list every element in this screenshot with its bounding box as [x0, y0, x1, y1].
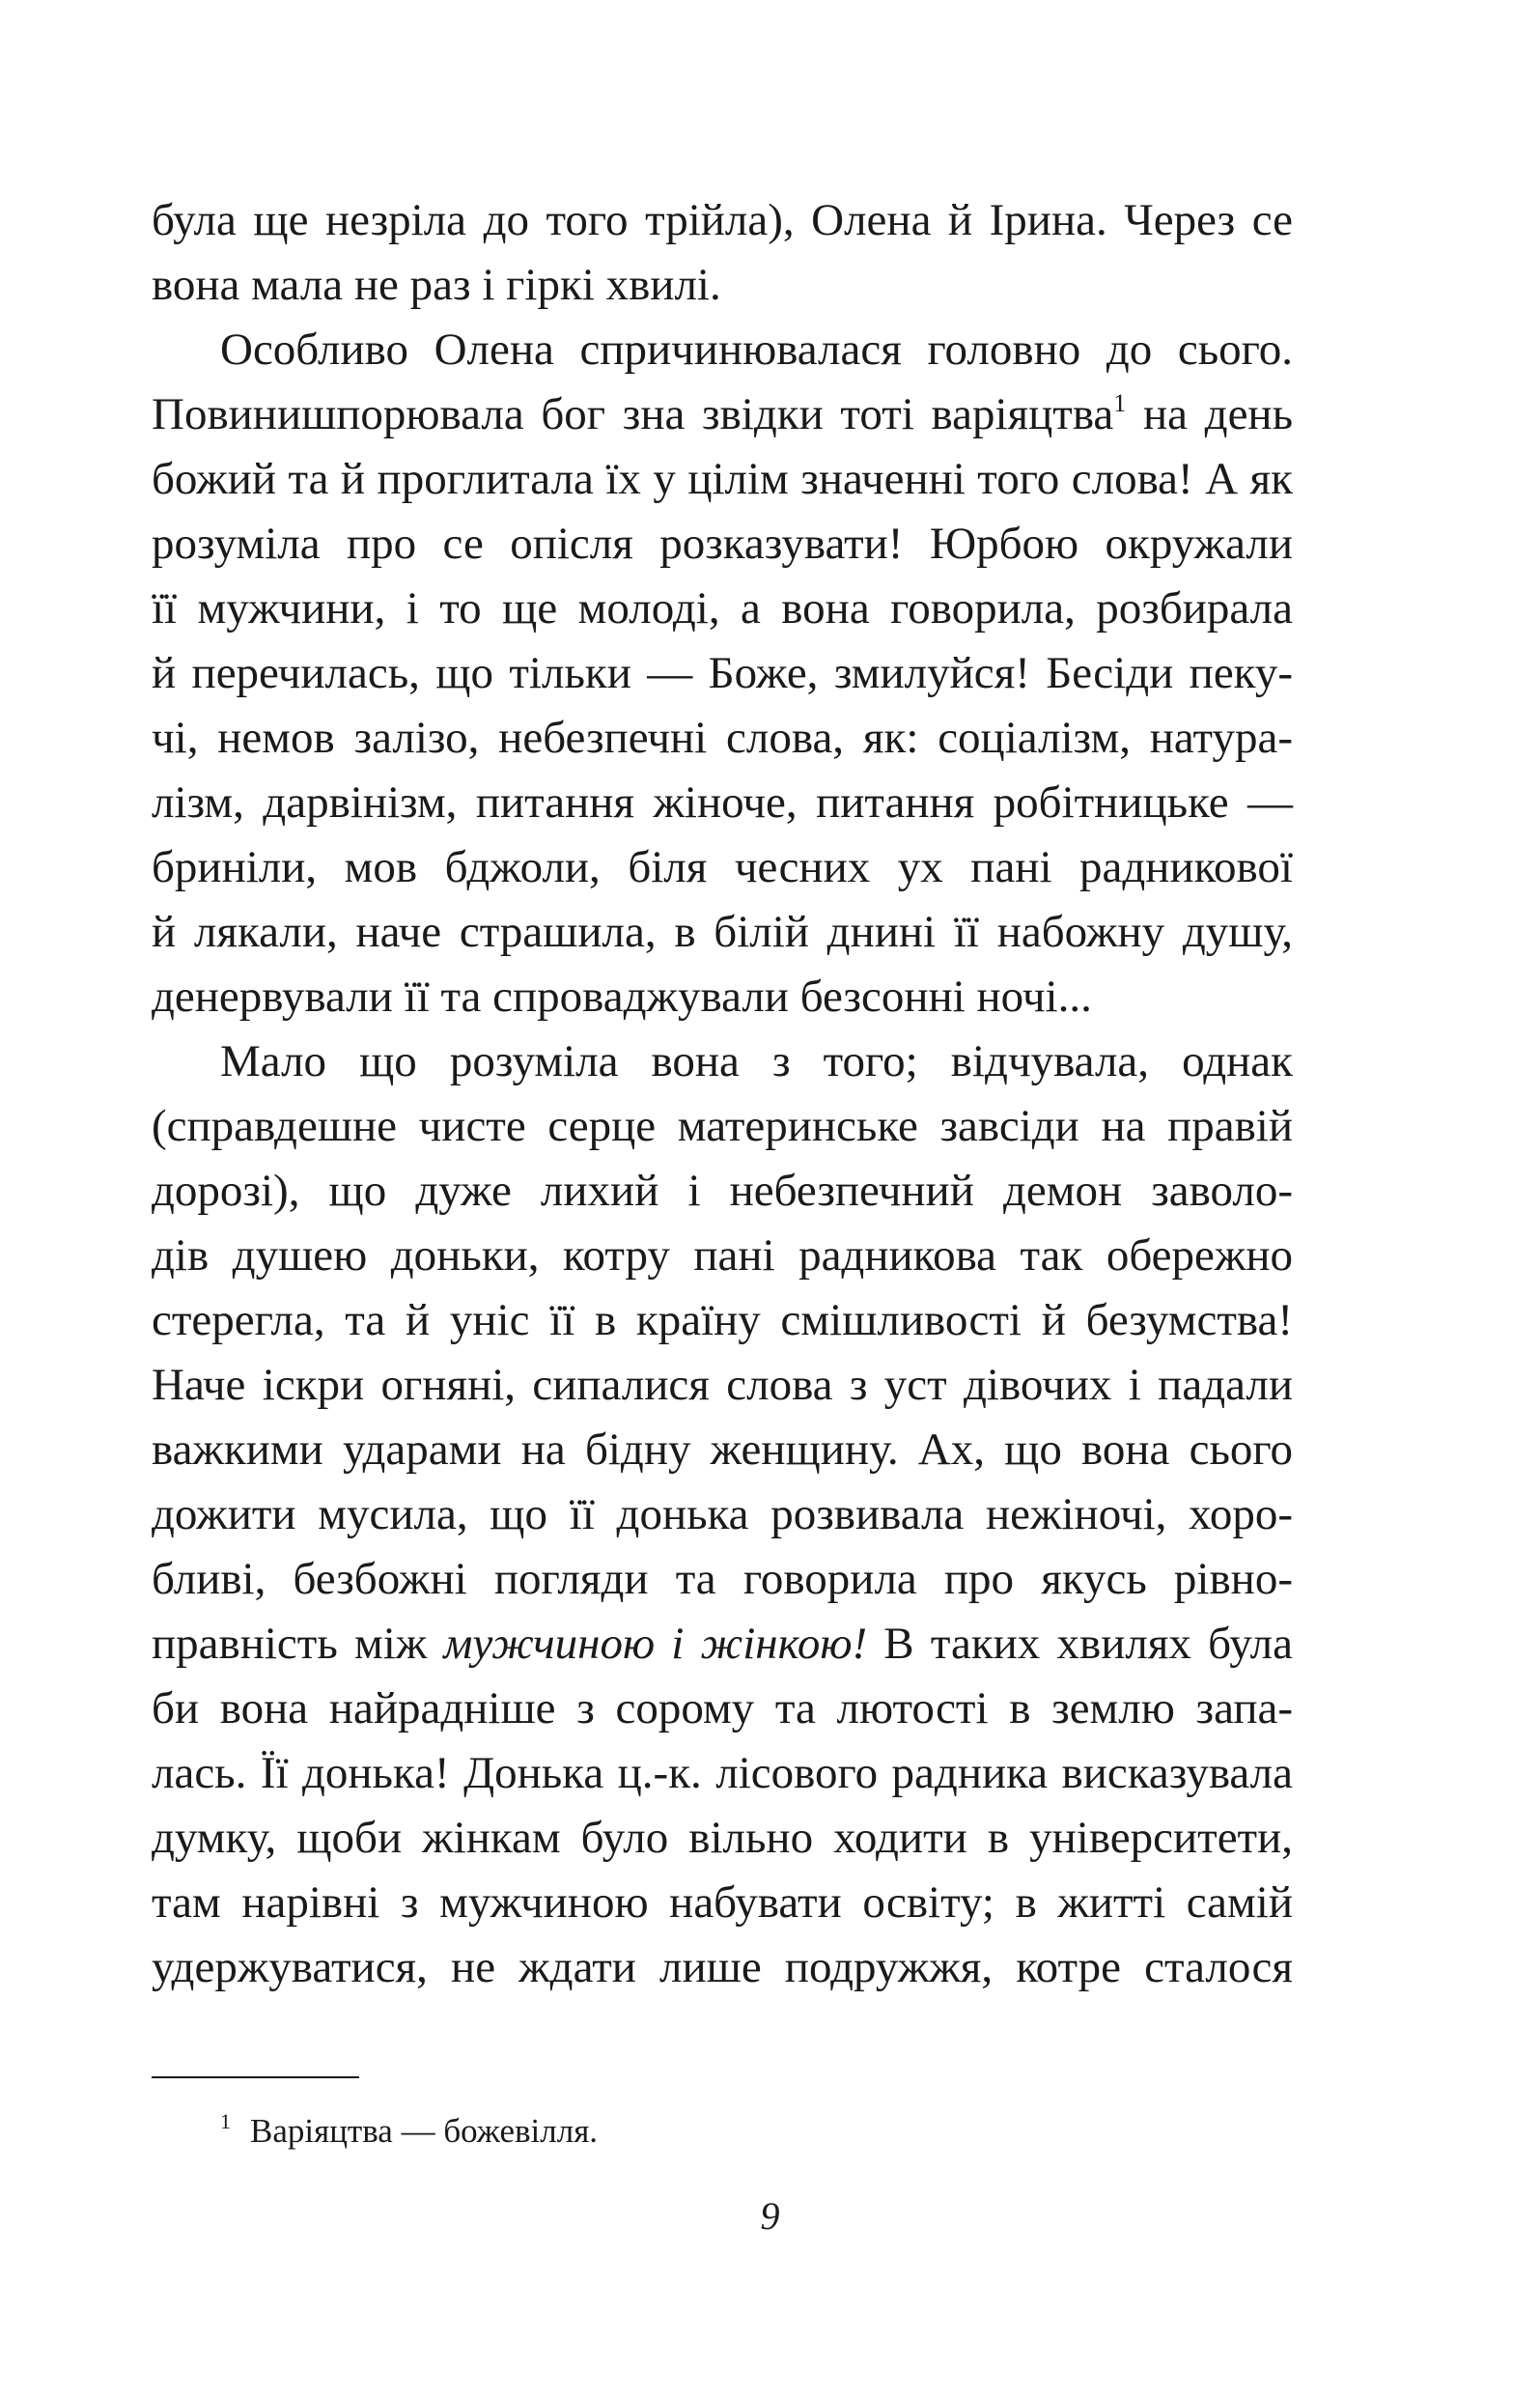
text-line: денервували її та спроваджували безсонні ночі... [152, 972, 1092, 1022]
text-line: думку, щоби жінкам було вільно ходити в університети, [152, 1813, 1293, 1863]
text-fragment: правність між [152, 1619, 444, 1669]
text-line: дів душею доньки, котру пані радникова так обережно [152, 1230, 1293, 1281]
text-line: (справдешне чисте серце материнське завсіди на правій [152, 1101, 1293, 1151]
text-line: Особливо Олена спричинювалася головно до сього. [220, 324, 1293, 375]
text-fragment: на день [1142, 389, 1294, 439]
text-line: важкими ударами на бідну женщину. Ах, що вона сього [152, 1424, 1293, 1475]
text-line: й перечилась, що тільки — Боже, змилуйся! Бесіди пеку- [152, 648, 1293, 698]
text-line: би вона найрадніше з сорому та лютості в землю запа- [152, 1683, 1293, 1734]
page-number: 9 [760, 2194, 780, 2238]
text-line: дожити мусила, що її донька розвивала нежіночі, хоро- [152, 1489, 1293, 1539]
text-line: її мужчини, і то ще молоді, а вона говорила, розбирала [152, 583, 1293, 634]
text-line: розуміла про се опісля розказувати! Юрбою окружали [152, 519, 1293, 569]
footnote-text: Варіяцтва — божевілля. [250, 2112, 599, 2150]
text-fragment: В таких хвилях була [867, 1619, 1293, 1669]
text-line: Мало що розуміла вона з того; відчувала, однак [220, 1036, 1293, 1086]
text-line: вона мала не раз і гіркі хвилі. [152, 260, 721, 310]
footnote-divider [152, 2076, 359, 2078]
text-line: й лякали, наче страшила, в білій днині її набожну душу, [152, 907, 1293, 957]
footnote-marker: 1 [1113, 389, 1127, 417]
italic-phrase: мужчиною і жінкою! [443, 1619, 868, 1669]
text-line: там нарівні з мужчиною набувати освіту; в житті самій [152, 1877, 1293, 1928]
text-line: удержуватися, не ждати лише подружжя, котре сталося [152, 1942, 1293, 1992]
text-line: Наче іскри огняні, сипалися слова з уст дівочих і падали [152, 1360, 1293, 1410]
text-line: була ще незріла до того трійла), Олена й Ірина. Через се [152, 195, 1293, 245]
footnote-number: 1 [220, 2109, 231, 2133]
text-line: стерегла, та й уніс її в країну смішливості й безумства! [152, 1295, 1293, 1345]
text-line: чі, немов залізо, небезпечні слова, як: соціалізм, натура- [152, 713, 1293, 763]
text-line: бриніли, мов бджоли, біля чесних ух пані радникової [152, 842, 1293, 892]
body-text [152, 188, 1293, 2000]
text-line [152, 1612, 1293, 1677]
text-line: лізм, дарвінізм, питання жіноче, питання робітницьке — [152, 777, 1293, 828]
text-line [152, 382, 1293, 447]
text-line: бливі, безбожні погляди та говорила про якусь рівно- [152, 1554, 1293, 1604]
footnote [220, 2099, 598, 2155]
text-line: божий та й проглитала їх у цілім значенні того слова! А як [152, 454, 1293, 504]
text-line: лась. Її донька! Донька ц.-к. лісового радника висказувала [152, 1748, 1293, 1798]
text-fragment: Повинишпорювала бог зна звідки тоті варіяцтва [152, 389, 1114, 439]
text-line: дорозі), що дуже лихий і небезпечний демон заволо- [152, 1166, 1293, 1216]
